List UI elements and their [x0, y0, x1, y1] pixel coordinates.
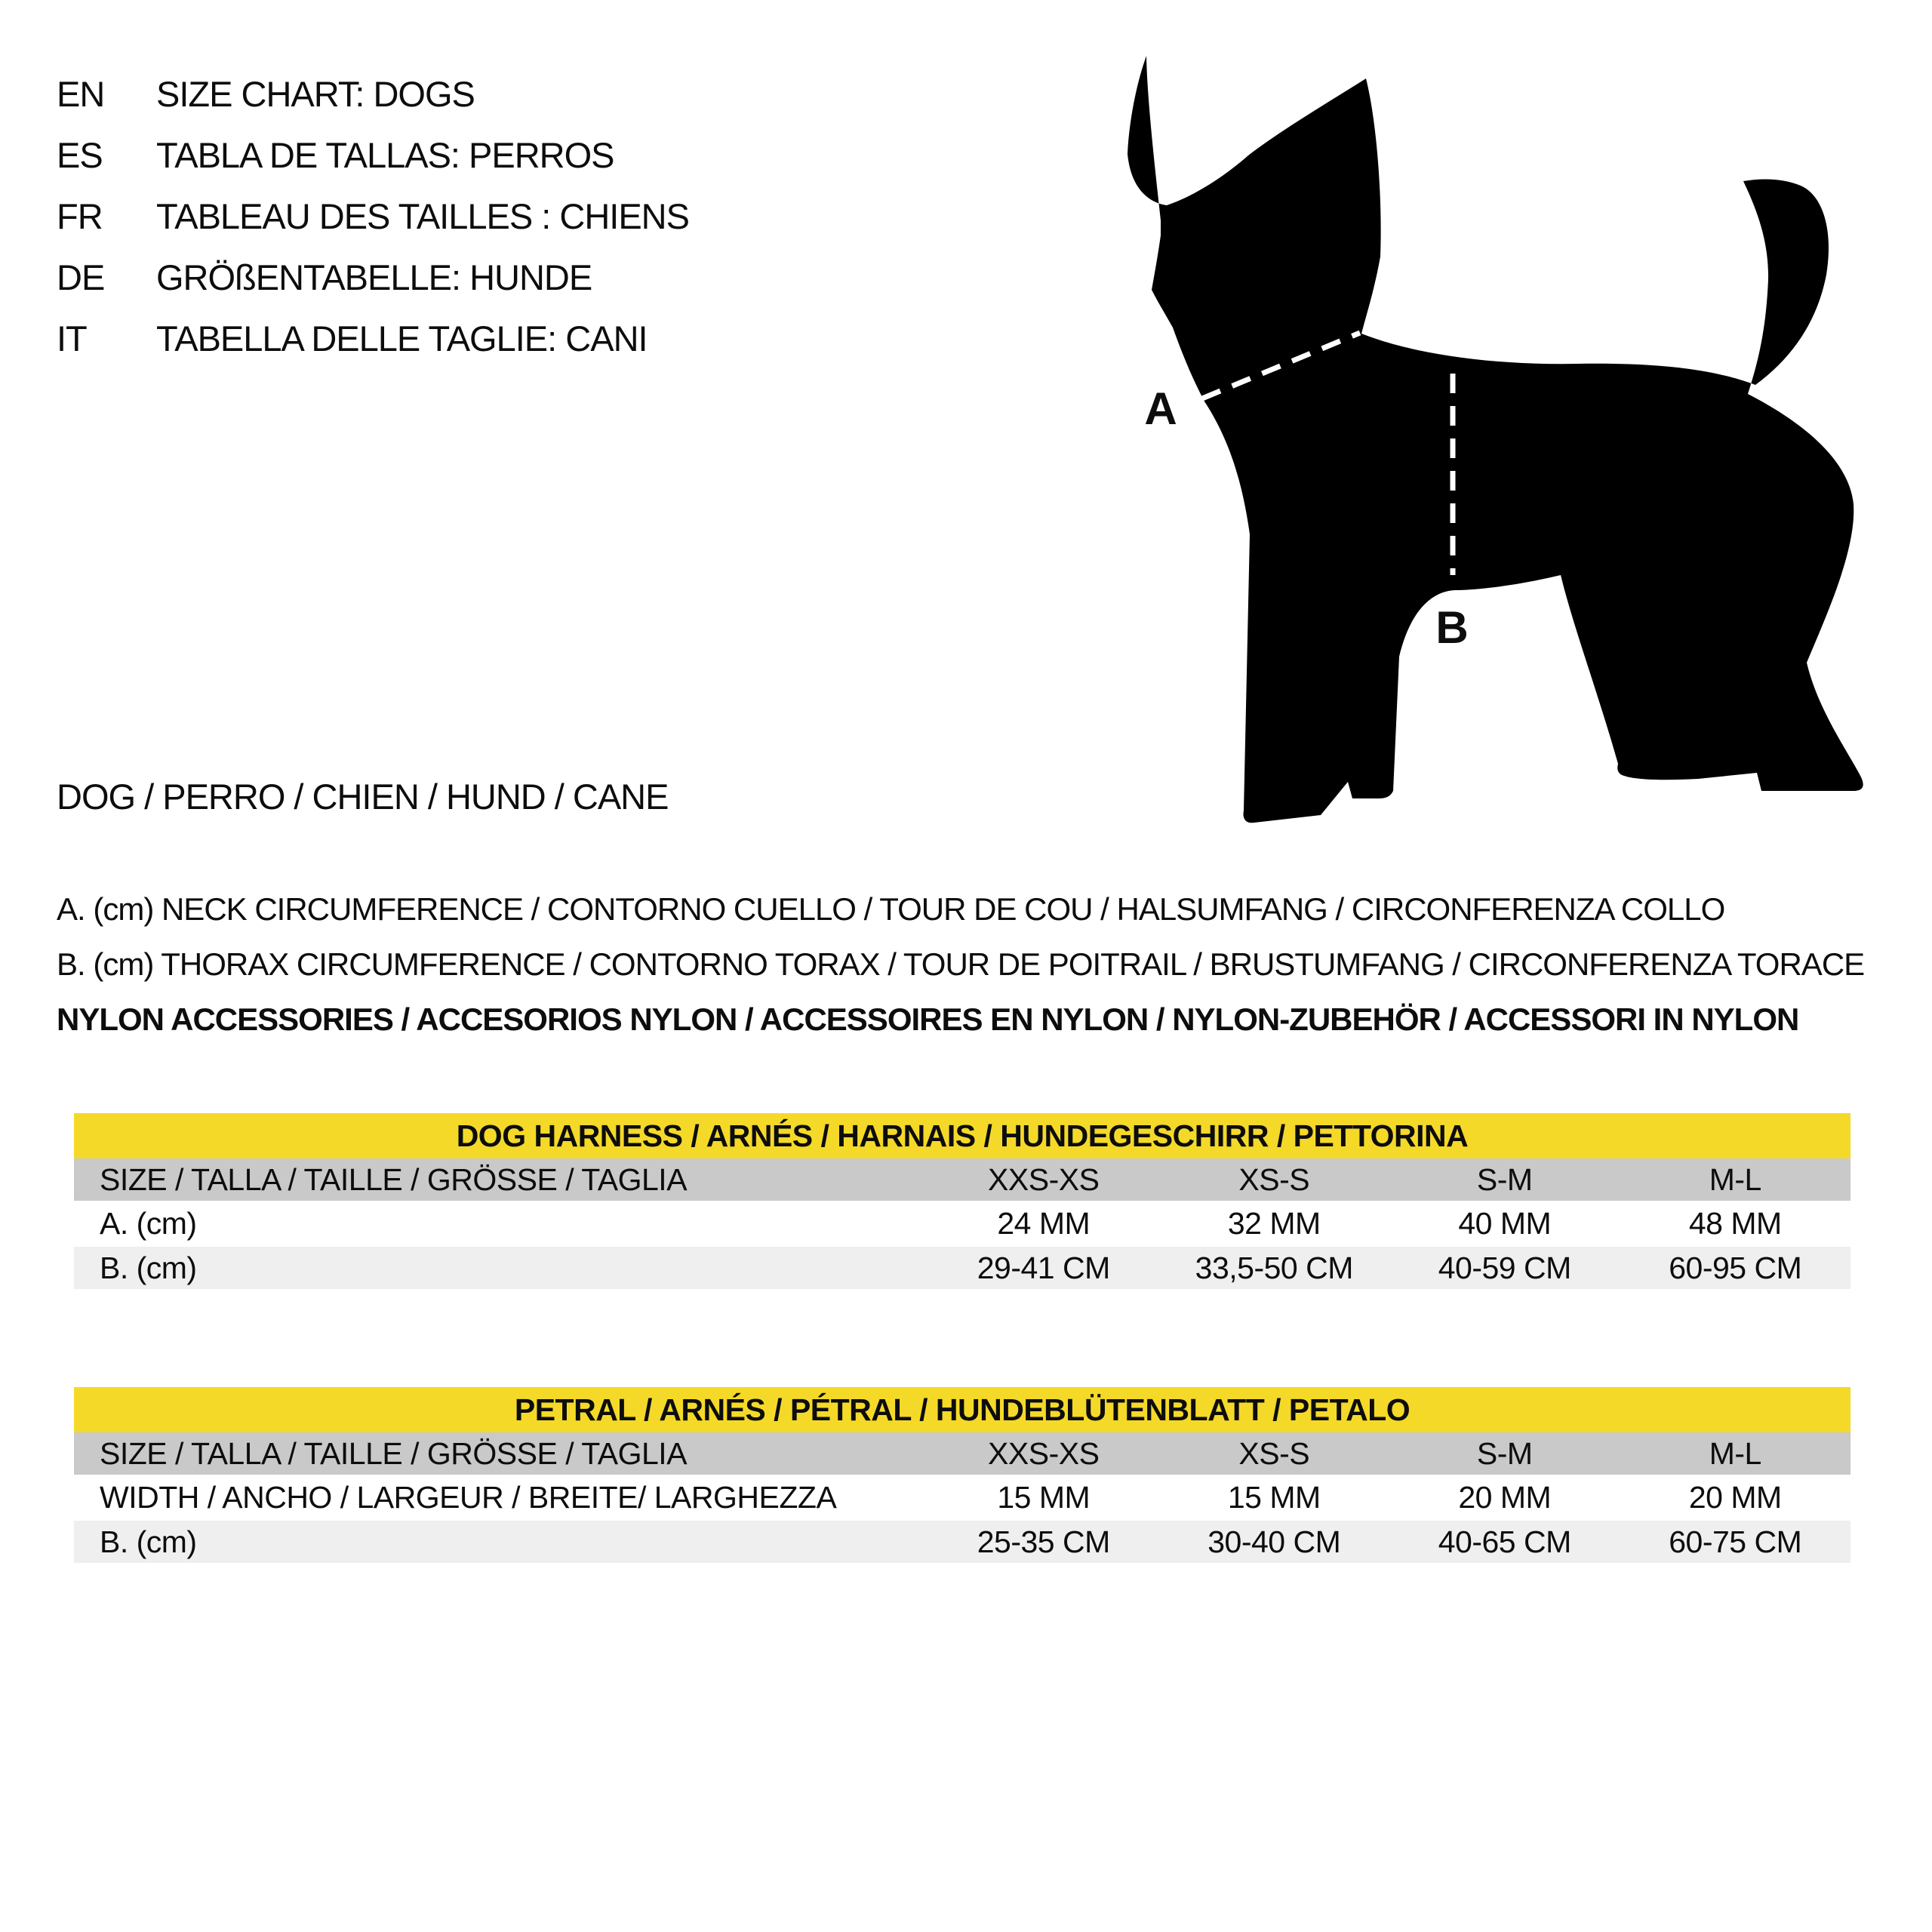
size-column-header: M-L	[1620, 1432, 1851, 1475]
size-column-header: XXS-XS	[928, 1432, 1159, 1475]
measurement-row-label: B. (cm)	[74, 1247, 928, 1289]
size-value-cell: 40 MM	[1389, 1201, 1620, 1247]
size-value-cell: 29-41 CM	[928, 1247, 1159, 1289]
dog-measurement-diagram	[1094, 30, 1902, 838]
measurement-row-label: A. (cm)	[74, 1201, 928, 1247]
size-value-cell: 20 MM	[1620, 1475, 1851, 1521]
language-code: DE	[57, 257, 105, 297]
language-title: SIZE CHART: DOGS	[156, 74, 475, 114]
size-value-cell: 40-59 CM	[1389, 1247, 1620, 1289]
language-row	[57, 308, 689, 369]
size-value-cell: 24 MM	[928, 1201, 1159, 1247]
size-column-header: M-L	[1620, 1158, 1851, 1201]
table-title: PETRAL / ARNÉS / PÉTRAL / HUNDEBLÜTENBLATT / PETALO	[74, 1387, 1850, 1432]
size-label-header: SIZE / TALLA / TAILLE / GRÖSSE / TAGLIA	[74, 1158, 928, 1201]
measurement-row-label: WIDTH / ANCHO / LARGEUR / BREITE/ LARGHEZZA	[74, 1475, 928, 1521]
size-column-header: S-M	[1389, 1432, 1620, 1475]
language-code: IT	[57, 318, 87, 358]
petral-size-table	[74, 1387, 1850, 1563]
size-value-cell: 25-35 CM	[928, 1521, 1159, 1563]
measurement-definitions	[57, 881, 1864, 1047]
language-title: TABELLA DELLE TAGLIE: CANI	[156, 318, 648, 358]
size-column-header: S-M	[1389, 1158, 1620, 1201]
language-row	[57, 186, 689, 247]
size-column-header: XS-S	[1159, 1432, 1390, 1475]
materials-line: NYLON ACCESSORIES / ACCESORIOS NYLON / ACCESSOIRES EN NYLON / NYLON-ZUBEHÖR / ACCESSORI IN NYLON	[57, 1001, 1799, 1037]
table-title: DOG HARNESS / ARNÉS / HARNAIS / HUNDEGESCHIRR / PETTORINA	[74, 1113, 1850, 1158]
size-value-cell: 48 MM	[1620, 1201, 1851, 1247]
language-code: FR	[57, 196, 103, 236]
dog-silhouette-illustration	[1094, 30, 1902, 838]
thorax-measure-definition: B. (cm) THORAX CIRCUMFERENCE / CONTORNO TORAX / TOUR DE POITRAIL / BRUSTUMFANG / CIRCONFERENZA TORACE	[57, 946, 1865, 982]
dog-caption: DOG / PERRO / CHIEN / HUND / CANE	[57, 777, 669, 817]
language-row	[57, 247, 689, 308]
language-code: EN	[57, 74, 105, 114]
language-title: TABLEAU DES TAILLES : CHIENS	[156, 196, 689, 236]
language-title-list	[57, 63, 689, 369]
language-title: TABLA DE TALLAS: PERROS	[156, 135, 614, 175]
measurement-row-label: B. (cm)	[74, 1521, 928, 1563]
language-row	[57, 125, 689, 186]
size-value-cell: 15 MM	[1159, 1475, 1390, 1521]
size-value-cell: 60-95 CM	[1620, 1247, 1851, 1289]
neck-measure-definition: A. (cm) NECK CIRCUMFERENCE / CONTORNO CUELLO / TOUR DE COU / HALSUMFANG / CIRCONFERENZA COLLO	[57, 891, 1725, 927]
size-value-cell: 20 MM	[1389, 1475, 1620, 1521]
language-title: GRÖßENTABELLE: HUNDE	[156, 257, 592, 297]
size-value-cell: 30-40 CM	[1159, 1521, 1390, 1563]
size-label-header: SIZE / TALLA / TAILLE / GRÖSSE / TAGLIA	[74, 1432, 928, 1475]
dog-silhouette-shape	[1128, 56, 1863, 823]
size-value-cell: 32 MM	[1159, 1201, 1390, 1247]
language-row	[57, 63, 689, 125]
size-column-header: XS-S	[1159, 1158, 1390, 1201]
harness-size-table	[74, 1113, 1850, 1289]
size-value-cell: 33,5-50 CM	[1159, 1247, 1390, 1289]
size-value-cell: 15 MM	[928, 1475, 1159, 1521]
size-value-cell: 40-65 CM	[1389, 1521, 1620, 1563]
language-code: ES	[57, 135, 103, 175]
marker-b-label: B	[1435, 602, 1469, 653]
size-value-cell: 60-75 CM	[1620, 1521, 1851, 1563]
marker-a-label: A	[1144, 383, 1177, 434]
size-column-header: XXS-XS	[928, 1158, 1159, 1201]
